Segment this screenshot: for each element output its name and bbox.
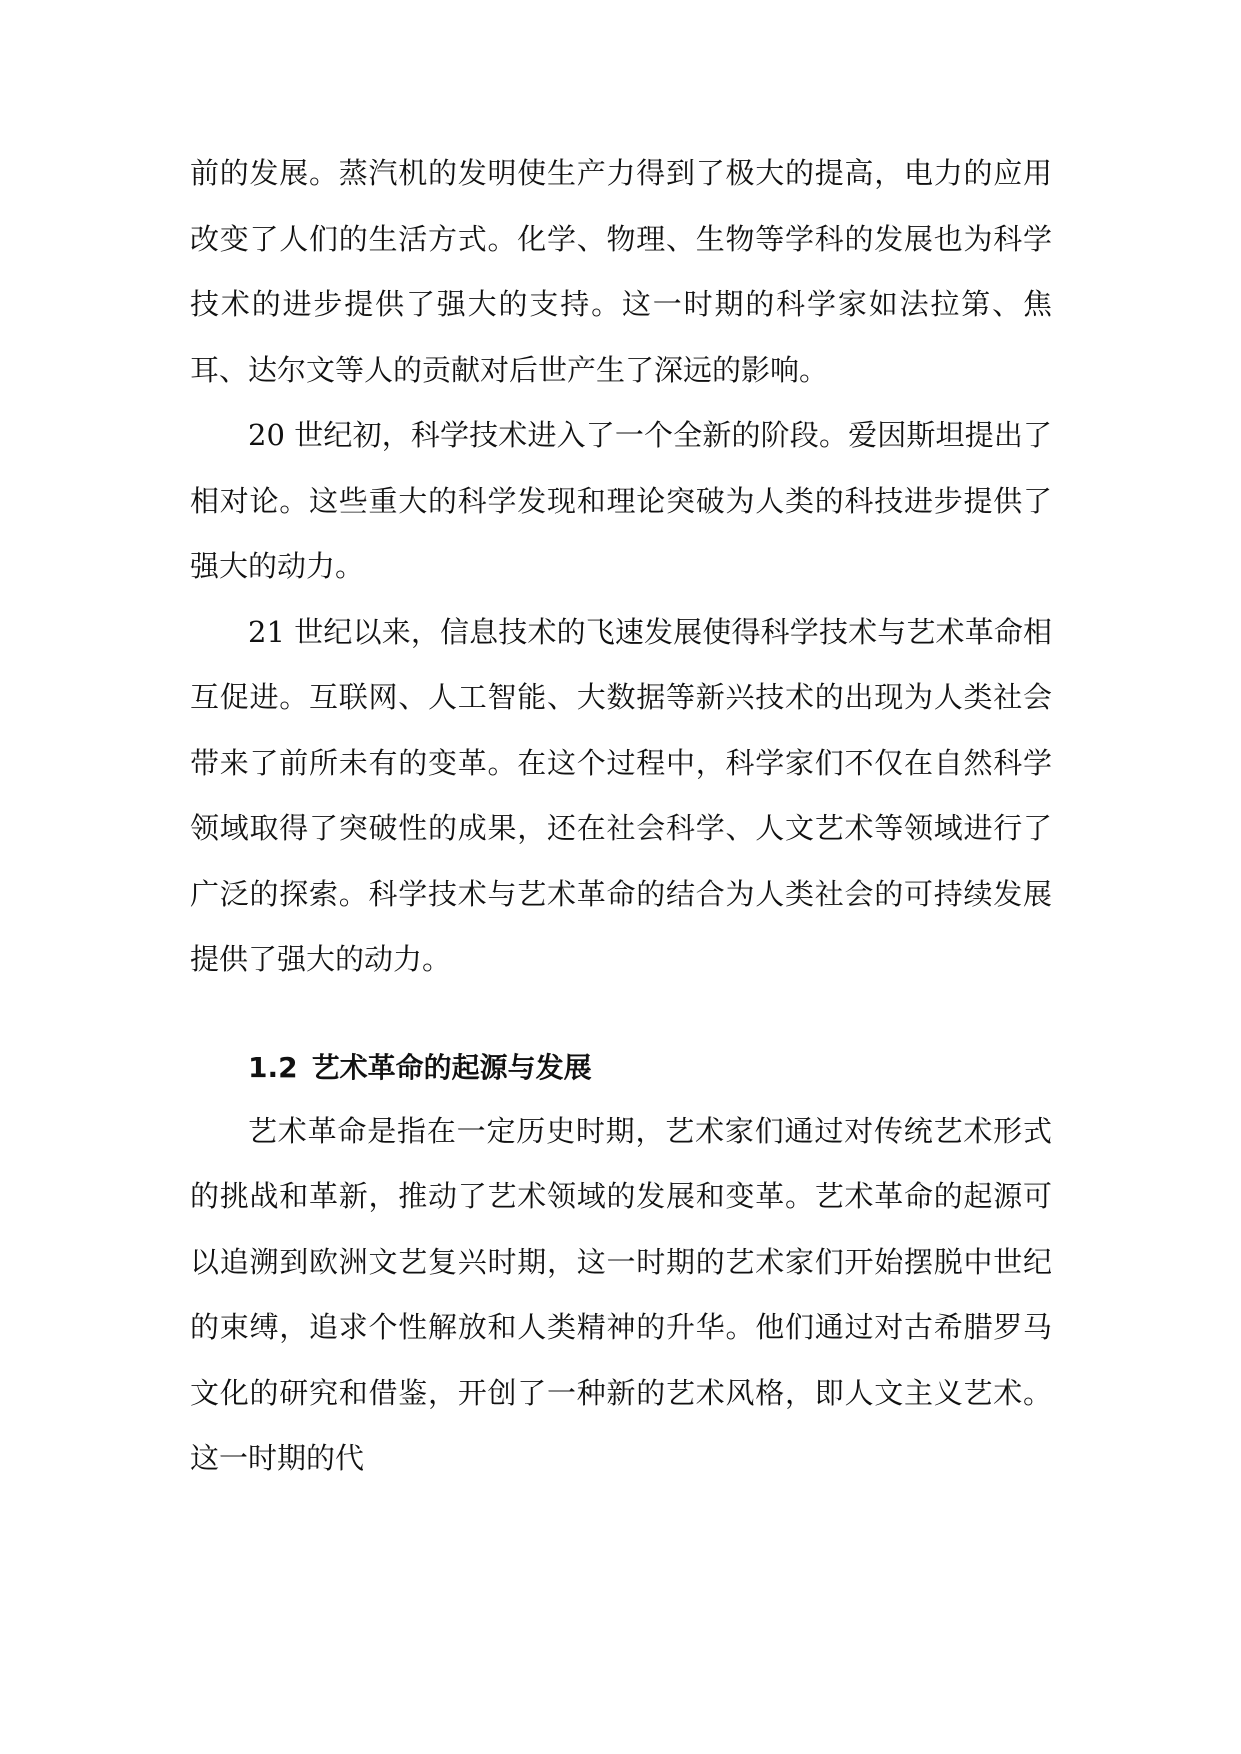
section-number: 1.2 (248, 1050, 298, 1084)
paragraph-art-revolution: 艺术革命是指在一定历史时期，艺术家们通过对传统艺术形式的挑战和革新，推动了艺术领域的发展和变革。艺术革命的起源可以追溯到欧洲文艺复兴时期，这一时期的艺术家们开始摆脱中世纪的束缚，追求个性解放和人类精神的升华。他们通过对古希腊罗马文化的研究和借鉴，开创了一种新的艺术风格，即人文主义艺术。这一时期的代 (190, 1113, 1052, 1475)
section-heading (190, 1037, 1052, 1099)
paragraph-20th-century: 20 世纪初，科学技术进入了一个全新的阶段。爱因斯坦提出了相对论。这些重大的科学发现和理论突破为人类的科技进步提供了强大的动力。 (190, 418, 1052, 583)
section-title: 艺术革命的起源与发展 (311, 1050, 592, 1084)
document-body (190, 141, 1052, 1492)
paragraph-continued: 前的发展。蒸汽机的发明使生产力得到了极大的提高，电力的应用改变了人们的生活方式。化学、物理、生物等学科的发展也为科学技术的进步提供了强大的支持。这一时期的科学家如法拉第、焦耳、达尔文等人的贡献对后世产生了深远的影响。 (190, 156, 1052, 387)
paragraph-21st-century: 21 世纪以来，信息技术的飞速发展使得科学技术与艺术革命相互促进。互联网、人工智能、大数据等新兴技术的出现为人类社会带来了前所未有的变革。在这个过程中，科学家们不仅在自然科学领域取得了突破性的成果，还在社会科学、人文艺术等领域进行了广泛的探索。科学技术与艺术革命的结合为人类社会的可持续发展提供了强大的动力。 (190, 614, 1052, 976)
